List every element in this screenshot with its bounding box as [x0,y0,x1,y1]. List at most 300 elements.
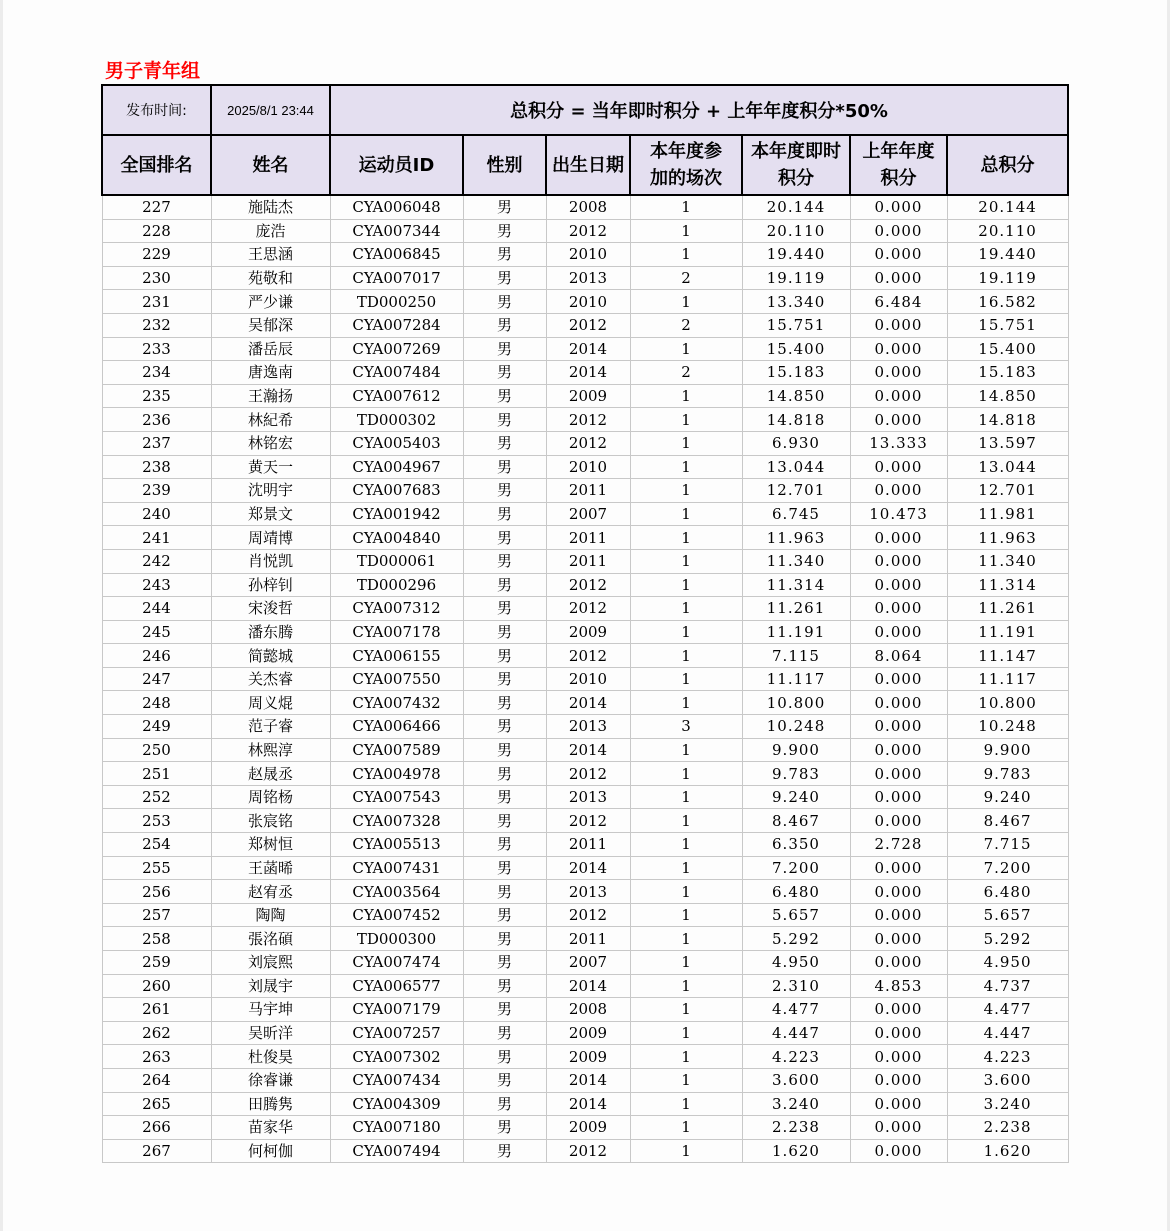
current-points-cell: 9.783 [742,762,850,786]
total-points-cell: 9.900 [947,738,1068,762]
rank-cell: 252 [102,785,211,809]
birth-year-cell: 2014 [546,856,630,880]
last-year-points-cell: 0.000 [850,479,947,503]
table-row [102,809,1068,833]
athlete-id-cell: CYA006155 [330,644,463,668]
name-cell: 赵宥丞 [211,880,330,904]
column-header-gender: 性别 [463,135,546,195]
gender-cell: 男 [463,785,546,809]
gender-cell: 男 [463,1045,546,1069]
current-points-cell: 19.119 [742,266,850,290]
last-year-points-cell: 0.000 [850,337,947,361]
name-cell: 徐睿谦 [211,1068,330,1092]
last-year-points-cell: 0.000 [850,597,947,621]
table-row [102,785,1068,809]
name-cell: 刘晟宇 [211,974,330,998]
last-year-points-cell: 0.000 [850,809,947,833]
athlete-id-cell: CYA007543 [330,785,463,809]
current-points-cell: 11.963 [742,526,850,550]
athlete-id-cell: CYA006466 [330,715,463,739]
rank-cell: 231 [102,290,211,314]
birth-year-cell: 2008 [546,195,630,219]
name-cell: 周义焜 [211,691,330,715]
gender-cell: 男 [463,479,546,503]
last-year-points-cell: 0.000 [850,195,947,219]
gender-cell: 男 [463,974,546,998]
total-points-cell: 4.477 [947,998,1068,1022]
athlete-id-cell: CYA007328 [330,809,463,833]
table-row [102,903,1068,927]
name-cell: 庞浩 [211,219,330,243]
table-row [102,479,1068,503]
rank-cell: 241 [102,526,211,550]
current-points-cell: 3.240 [742,1092,850,1116]
last-year-points-cell: 0.000 [850,880,947,904]
name-cell: 郑景文 [211,502,330,526]
events-cell: 1 [630,408,742,432]
current-points-cell: 15.183 [742,361,850,385]
last-year-points-cell: 0.000 [850,1045,947,1069]
last-year-points-cell: 0.000 [850,408,947,432]
last-year-points-cell: 0.000 [850,785,947,809]
current-points-cell: 8.467 [742,809,850,833]
name-cell: 关杰睿 [211,667,330,691]
last-year-points-cell: 0.000 [850,927,947,951]
birth-year-cell: 2013 [546,715,630,739]
last-year-points-cell: 0.000 [850,620,947,644]
last-year-points-cell: 0.000 [850,856,947,880]
gender-cell: 男 [463,243,546,267]
last-year-points-cell: 0.000 [850,1139,947,1163]
name-cell: 黄天一 [211,455,330,479]
athlete-id-cell: CYA004967 [330,455,463,479]
total-points-cell: 20.144 [947,195,1068,219]
column-header-total-points: 总积分 [947,135,1068,195]
athlete-id-cell: CYA007452 [330,903,463,927]
events-cell: 1 [630,455,742,479]
rank-cell: 253 [102,809,211,833]
gender-cell: 男 [463,384,546,408]
birth-year-cell: 2008 [546,998,630,1022]
birth-year-cell: 2009 [546,1045,630,1069]
group-title: 男子青年组 [105,60,201,82]
table-row [102,1092,1068,1116]
name-cell: 施陆杰 [211,195,330,219]
birth-year-cell: 2009 [546,1021,630,1045]
birth-year-cell: 2012 [546,408,630,432]
current-points-cell: 2.310 [742,974,850,998]
name-cell: 王菡晞 [211,856,330,880]
table-row [102,833,1068,857]
name-cell: 吴昕洋 [211,1021,330,1045]
gender-cell: 男 [463,691,546,715]
rank-cell: 266 [102,1116,211,1140]
table-row [102,526,1068,550]
current-points-cell: 1.620 [742,1139,850,1163]
birth-year-cell: 2013 [546,785,630,809]
events-cell: 1 [630,526,742,550]
athlete-id-cell: CYA007302 [330,1045,463,1069]
total-points-cell: 19.440 [947,243,1068,267]
events-cell: 1 [630,597,742,621]
events-cell: 1 [630,195,742,219]
last-year-points-cell: 0.000 [850,691,947,715]
rank-cell: 267 [102,1139,211,1163]
total-points-cell: 13.044 [947,455,1068,479]
birth-year-cell: 2014 [546,974,630,998]
total-points-cell: 11.963 [947,526,1068,550]
current-points-cell: 5.657 [742,903,850,927]
table-row [102,927,1068,951]
last-year-points-cell: 0.000 [850,526,947,550]
birth-year-cell: 2007 [546,951,630,975]
last-year-points-cell: 13.333 [850,431,947,455]
current-points-cell: 10.248 [742,715,850,739]
athlete-id-cell: CYA006845 [330,243,463,267]
name-cell: 苗家华 [211,1116,330,1140]
rank-cell: 264 [102,1068,211,1092]
total-points-cell: 15.400 [947,337,1068,361]
table-row [102,337,1068,361]
birth-year-cell: 2012 [546,1139,630,1163]
name-cell: 严少谦 [211,290,330,314]
last-year-points-cell: 0.000 [850,667,947,691]
last-year-points-cell: 0.000 [850,313,947,337]
athlete-id-cell: CYA007683 [330,479,463,503]
athlete-id-cell: CYA006048 [330,195,463,219]
name-cell: 何柯伽 [211,1139,330,1163]
total-points-cell: 11.117 [947,667,1068,691]
birth-year-cell: 2010 [546,243,630,267]
birth-year-cell: 2012 [546,903,630,927]
athlete-id-cell: CYA007178 [330,620,463,644]
rank-cell: 229 [102,243,211,267]
events-cell: 1 [630,880,742,904]
name-cell: 郑树恒 [211,833,330,857]
gender-cell: 男 [463,219,546,243]
table-row [102,620,1068,644]
events-cell: 1 [630,1092,742,1116]
total-points-cell: 7.200 [947,856,1068,880]
total-points-cell: 4.447 [947,1021,1068,1045]
events-cell: 1 [630,809,742,833]
events-cell: 1 [630,833,742,857]
events-cell: 2 [630,361,742,385]
events-cell: 2 [630,266,742,290]
birth-year-cell: 2014 [546,337,630,361]
athlete-id-cell: TD000061 [330,549,463,573]
gender-cell: 男 [463,1139,546,1163]
total-points-cell: 9.783 [947,762,1068,786]
name-cell: 潘东腾 [211,620,330,644]
last-year-points-cell: 0.000 [850,1021,947,1045]
current-points-cell: 5.292 [742,927,850,951]
current-points-cell: 2.238 [742,1116,850,1140]
gender-cell: 男 [463,809,546,833]
name-cell: 范子睿 [211,715,330,739]
rank-cell: 256 [102,880,211,904]
current-points-cell: 11.261 [742,597,850,621]
table-row [102,715,1068,739]
rank-cell: 246 [102,644,211,668]
name-cell: 张宸铭 [211,809,330,833]
rank-cell: 263 [102,1045,211,1069]
athlete-id-cell: CYA005403 [330,431,463,455]
last-year-points-cell: 4.853 [850,974,947,998]
gender-cell: 男 [463,1116,546,1140]
athlete-id-cell: CYA007434 [330,1068,463,1092]
rank-cell: 250 [102,738,211,762]
rank-cell: 251 [102,762,211,786]
current-points-cell: 9.240 [742,785,850,809]
current-points-cell: 6.350 [742,833,850,857]
total-points-cell: 10.248 [947,715,1068,739]
rank-cell: 259 [102,951,211,975]
gender-cell: 男 [463,856,546,880]
current-points-cell: 7.200 [742,856,850,880]
total-points-cell: 3.240 [947,1092,1068,1116]
current-points-cell: 11.314 [742,573,850,597]
birth-year-cell: 2011 [546,479,630,503]
current-points-cell: 6.930 [742,431,850,455]
birth-year-cell: 2011 [546,549,630,573]
events-cell: 1 [630,243,742,267]
last-year-points-cell: 0.000 [850,951,947,975]
events-cell: 1 [630,573,742,597]
current-points-cell: 6.745 [742,502,850,526]
rank-cell: 243 [102,573,211,597]
last-year-points-cell: 0.000 [850,549,947,573]
table-row [102,384,1068,408]
events-cell: 1 [630,738,742,762]
athlete-id-cell: TD000250 [330,290,463,314]
current-points-cell: 14.818 [742,408,850,432]
athlete-id-cell: CYA007432 [330,691,463,715]
last-year-points-cell: 0.000 [850,903,947,927]
rank-cell: 227 [102,195,211,219]
last-year-points-cell: 8.064 [850,644,947,668]
birth-year-cell: 2012 [546,313,630,337]
name-cell: 陶陶 [211,903,330,927]
last-year-points-cell: 10.473 [850,502,947,526]
current-points-cell: 11.191 [742,620,850,644]
birth-year-cell: 2012 [546,644,630,668]
table-row [102,502,1068,526]
rank-cell: 230 [102,266,211,290]
rank-cell: 238 [102,455,211,479]
last-year-points-cell: 0.000 [850,243,947,267]
table-row [102,266,1068,290]
events-cell: 1 [630,1021,742,1045]
birth-year-cell: 2009 [546,384,630,408]
last-year-points-cell: 0.000 [850,361,947,385]
total-points-cell: 15.751 [947,313,1068,337]
table-row [102,974,1068,998]
last-year-points-cell: 0.000 [850,1092,947,1116]
current-points-cell: 15.751 [742,313,850,337]
birth-year-cell: 2011 [546,927,630,951]
table-row [102,998,1068,1022]
table-row [102,455,1068,479]
table-row [102,1139,1068,1163]
birth-year-cell: 2014 [546,361,630,385]
rank-cell: 247 [102,667,211,691]
name-cell: 王瀚扬 [211,384,330,408]
birth-year-cell: 2012 [546,597,630,621]
athlete-id-cell: CYA007017 [330,266,463,290]
events-cell: 1 [630,974,742,998]
rank-cell: 249 [102,715,211,739]
rank-cell: 254 [102,833,211,857]
events-cell: 1 [630,998,742,1022]
gender-cell: 男 [463,597,546,621]
current-points-cell: 10.800 [742,691,850,715]
events-cell: 1 [630,667,742,691]
birth-year-cell: 2014 [546,1092,630,1116]
birth-year-cell: 2009 [546,1116,630,1140]
last-year-points-cell: 0.000 [850,219,947,243]
last-year-points-cell: 0.000 [850,1068,947,1092]
total-points-cell: 3.600 [947,1068,1068,1092]
table-row [102,361,1068,385]
current-points-cell: 9.900 [742,738,850,762]
rank-cell: 228 [102,219,211,243]
birth-year-cell: 2009 [546,620,630,644]
total-points-cell: 12.701 [947,479,1068,503]
last-year-points-cell: 0.000 [850,762,947,786]
table-row [102,880,1068,904]
last-year-points-cell: 0.000 [850,738,947,762]
birth-year-cell: 2014 [546,738,630,762]
athlete-id-cell: CYA007312 [330,597,463,621]
athlete-id-cell: TD000300 [330,927,463,951]
birth-year-cell: 2013 [546,880,630,904]
athlete-id-cell: CYA001942 [330,502,463,526]
events-cell: 1 [630,856,742,880]
athlete-id-cell: CYA007494 [330,1139,463,1163]
total-points-cell: 5.657 [947,903,1068,927]
table-row [102,597,1068,621]
column-header-last-year-points: 上年年度 积分 [850,135,947,195]
events-cell: 1 [630,337,742,361]
total-points-cell: 16.582 [947,290,1068,314]
events-cell: 1 [630,1045,742,1069]
gender-cell: 男 [463,455,546,479]
birth-year-cell: 2012 [546,573,630,597]
table-row [102,1045,1068,1069]
score-formula: 总积分 = 当年即时积分 + 上年年度积分*50% [330,85,1068,135]
rank-cell: 262 [102,1021,211,1045]
events-cell: 1 [630,549,742,573]
rank-cell: 242 [102,549,211,573]
last-year-points-cell: 0.000 [850,715,947,739]
name-cell: 張洺碩 [211,927,330,951]
athlete-id-cell: CYA007284 [330,313,463,337]
rank-cell: 233 [102,337,211,361]
gender-cell: 男 [463,361,546,385]
athlete-id-cell: CYA007550 [330,667,463,691]
total-points-cell: 20.110 [947,219,1068,243]
name-cell: 林熙淳 [211,738,330,762]
total-points-cell: 8.467 [947,809,1068,833]
events-cell: 1 [630,927,742,951]
rank-cell: 261 [102,998,211,1022]
rank-cell: 235 [102,384,211,408]
total-points-cell: 10.800 [947,691,1068,715]
name-cell: 唐逸南 [211,361,330,385]
table-row [102,1068,1068,1092]
name-cell: 肖悦凯 [211,549,330,573]
column-header-birth-date: 出生日期 [546,135,630,195]
athlete-id-cell: CYA007180 [330,1116,463,1140]
current-points-cell: 7.115 [742,644,850,668]
gender-cell: 男 [463,266,546,290]
current-points-cell: 12.701 [742,479,850,503]
table-row [102,738,1068,762]
name-cell: 林紀希 [211,408,330,432]
birth-year-cell: 2014 [546,1068,630,1092]
last-year-points-cell: 0.000 [850,266,947,290]
athlete-id-cell: CYA004978 [330,762,463,786]
current-points-cell: 3.600 [742,1068,850,1092]
rank-cell: 258 [102,927,211,951]
column-header-row [102,135,1068,195]
athlete-id-cell: CYA004840 [330,526,463,550]
gender-cell: 男 [463,667,546,691]
column-header-rank: 全国排名 [102,135,211,195]
last-year-points-cell: 2.728 [850,833,947,857]
name-cell: 田腾隽 [211,1092,330,1116]
total-points-cell: 2.238 [947,1116,1068,1140]
last-year-points-cell: 6.484 [850,290,947,314]
gender-cell: 男 [463,313,546,337]
gender-cell: 男 [463,998,546,1022]
events-cell: 2 [630,313,742,337]
events-cell: 1 [630,644,742,668]
rank-cell: 239 [102,479,211,503]
current-points-cell: 20.110 [742,219,850,243]
events-cell: 1 [630,1068,742,1092]
rank-cell: 237 [102,431,211,455]
events-cell: 1 [630,1139,742,1163]
total-points-cell: 11.261 [947,597,1068,621]
rank-cell: 244 [102,597,211,621]
table-row [102,644,1068,668]
total-points-cell: 11.981 [947,502,1068,526]
column-header-current-points: 本年度即时 积分 [742,135,850,195]
events-cell: 1 [630,785,742,809]
birth-year-cell: 2010 [546,455,630,479]
total-points-cell: 1.620 [947,1139,1068,1163]
table-row [102,219,1068,243]
rank-cell: 240 [102,502,211,526]
current-points-cell: 4.950 [742,951,850,975]
total-points-cell: 11.191 [947,620,1068,644]
birth-year-cell: 2012 [546,809,630,833]
table-row [102,1116,1068,1140]
name-cell: 孙梓钊 [211,573,330,597]
publish-time-label: 发布时间: [102,85,211,135]
table-row [102,691,1068,715]
gender-cell: 男 [463,337,546,361]
total-points-cell: 4.223 [947,1045,1068,1069]
events-cell: 3 [630,715,742,739]
current-points-cell: 14.850 [742,384,850,408]
gender-cell: 男 [463,1021,546,1045]
name-cell: 林铭宏 [211,431,330,455]
gender-cell: 男 [463,738,546,762]
events-cell: 1 [630,290,742,314]
